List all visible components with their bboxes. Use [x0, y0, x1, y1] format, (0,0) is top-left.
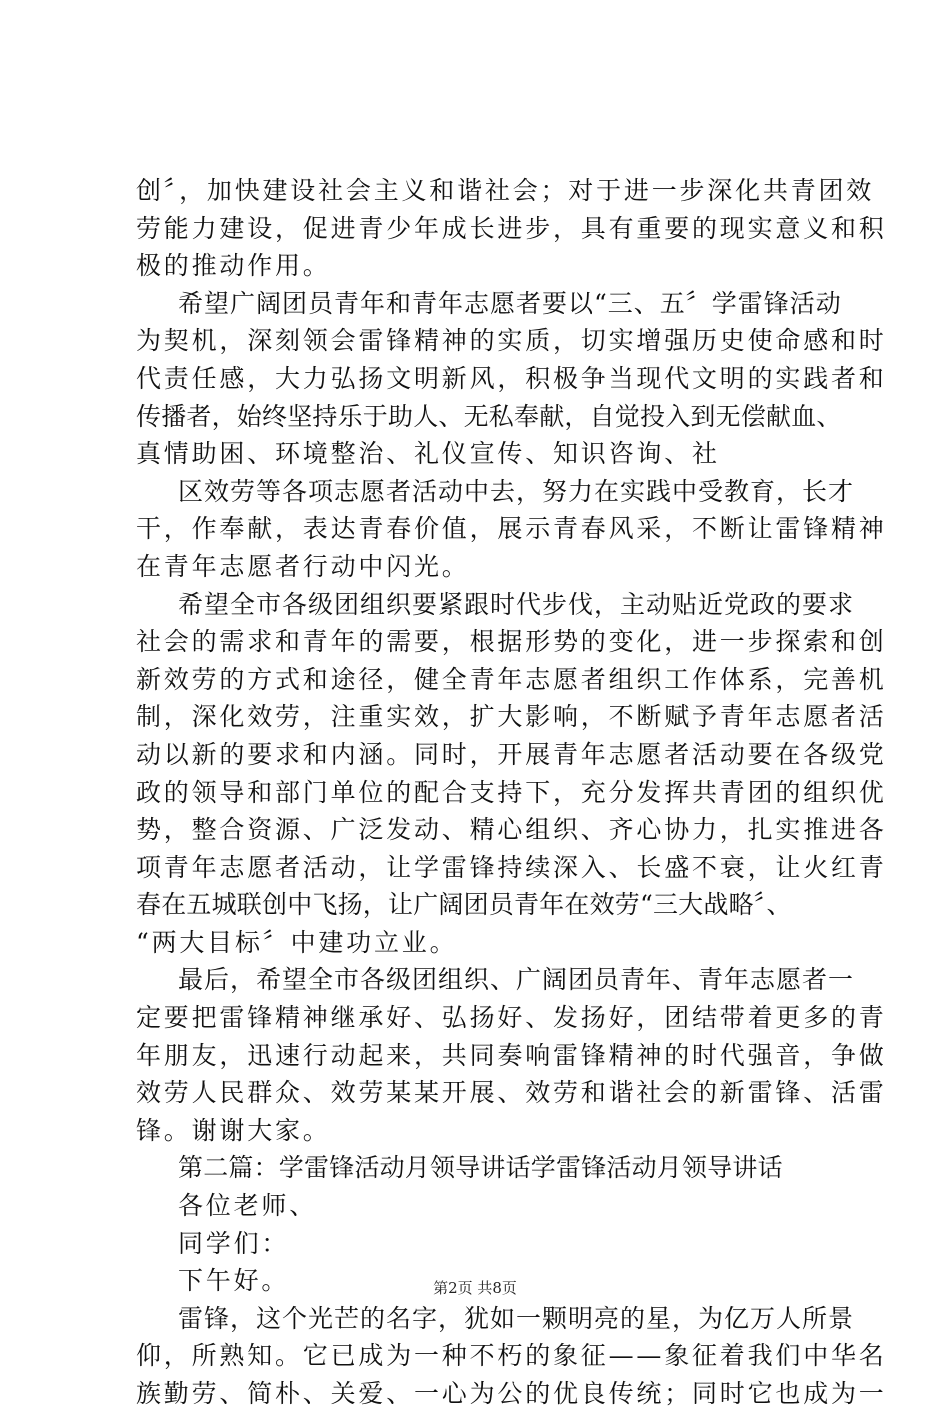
text-line: 仰，所熟知。它已成为一种不朽的象征——象征着我们中华名	[136, 1341, 887, 1371]
text-line: “两大目标〞中建功立业。	[136, 927, 458, 957]
text-line: 真情助困、环境整治、礼仪宣传、知识咨询、社	[136, 439, 720, 469]
text-line: 势，整合资源、广泛发动、精心组织、齐心协力，扎实推进各	[136, 815, 887, 845]
text-line: 为契机，深刻领会雷锋精神的实质，切实增强历史使命感和时	[136, 326, 887, 356]
text-line: 制，深化效劳，注重实效，扩大影响，不断赋予青年志愿者活	[136, 702, 887, 732]
paragraph-start-line: 最后，希望全市各级团组织、广阔团员青年、青年志愿者一	[178, 965, 855, 995]
page-footer	[0, 1278, 950, 1298]
salutation-line: 各位老师、	[178, 1191, 318, 1221]
body-text	[136, 172, 887, 1413]
text-line: 极的推动作用。	[136, 251, 331, 281]
page-number-label: 第2页 共8页	[433, 1279, 517, 1297]
section-heading: 第二篇：学雷锋活动月领导讲话学雷锋活动月领导讲话	[178, 1153, 783, 1183]
text-line: 干，作奉献，表达青春价值，展示青春风采，不断让雷锋精神	[136, 514, 887, 544]
text-line: 效劳人民群众、效劳某某开展、效劳和谐社会的新雷锋、活雷	[136, 1078, 887, 1108]
text-line: 政的领导和部门单位的配合支持下，充分发挥共青团的组织优	[136, 777, 887, 807]
text-line: 代责任感，大力弘扬文明新风，积极争当现代文明的实践者和	[136, 363, 887, 393]
text-line: 新效劳的方式和途径，健全青年志愿者组织工作体系，完善机	[136, 664, 887, 694]
paragraph-start-line: 区效劳等各项志愿者活动中去，努力在实践中受教育，长才	[178, 476, 855, 506]
text-line: 锋。谢谢大家。	[136, 1115, 331, 1145]
text-line: 动以新的要求和内涵。同时，开展青年志愿者活动要在各级党	[136, 739, 887, 769]
paragraph-start-line: 雷锋，这个光芒的名字，犹如一颗明亮的星，为亿万人所景	[178, 1303, 855, 1333]
text-line: 社会的需求和青年的需要，根据形势的变化，进一步探索和创	[136, 627, 887, 657]
text-line: 劳能力建设，促进青少年成长进步，具有重要的现实意义和积	[136, 213, 887, 243]
text-line: 传播者，始终坚持乐于助人、无私奉献，自觉投入到无偿献血、	[136, 401, 842, 431]
text-line: 春在五城联创中飞扬，让广阔团员青年在效劳“三大战略〞、	[136, 890, 792, 920]
text-line: 创〞，加快建设社会主义和谐社会；对于进一步深化共青团效	[136, 176, 875, 205]
text-line: 在青年志愿者行动中闪光。	[136, 551, 470, 581]
salutation-line: 同学们：	[178, 1228, 290, 1258]
paragraph-start-line: 希望广阔团员青年和青年志愿者要以“三、五〞学雷锋活动	[178, 288, 842, 318]
paragraph-start-line: 希望全市各级团组织要紧跟时代步伐，主动贴近党政的要求	[178, 589, 855, 619]
text-line: 定要把雷锋精神继承好、弘扬好、发扬好，团结带着更多的青	[136, 1003, 887, 1033]
text-line: 族勤劳、简朴、关爱、一心为公的优良传统；同时它也成为一	[136, 1379, 887, 1408]
greeting-line: 下午好。	[178, 1266, 290, 1296]
text-line: 项青年志愿者活动，让学雷锋持续深入、长盛不衰，让火红青	[136, 852, 887, 882]
text-line: 年朋友，迅速行动起来，共同奏响雷锋精神的时代强音，争做	[136, 1040, 887, 1070]
